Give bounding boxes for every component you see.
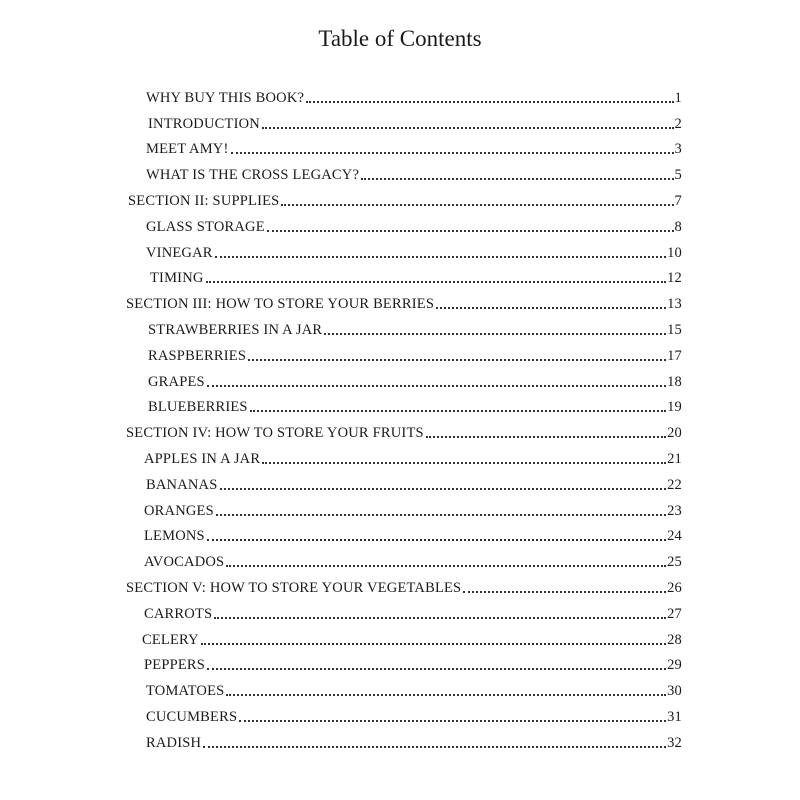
- dot-leader: [220, 488, 667, 490]
- toc-entry[interactable]: [0, 520, 682, 546]
- toc-page-number: 7: [674, 192, 682, 209]
- toc-entry-label: BANANAS: [146, 476, 218, 493]
- dot-leader: [201, 643, 666, 645]
- toc-page-number: 18: [667, 373, 682, 390]
- toc-entry[interactable]: [0, 726, 682, 752]
- toc-entry[interactable]: [0, 107, 682, 133]
- toc-entry-label: WHAT IS THE CROSS LEGACY?: [146, 167, 360, 184]
- toc-page-number: 24: [667, 528, 682, 545]
- dot-leader: [231, 152, 674, 154]
- toc-entry-label: STRAWBERRIES IN A JAR: [148, 321, 323, 338]
- toc-page-number: 22: [667, 476, 682, 493]
- toc-page-number: 23: [667, 502, 682, 519]
- dot-leader: [262, 462, 666, 464]
- toc-entry-label: CUCUMBERS: [146, 708, 238, 725]
- toc-entry-label: RADISH: [146, 734, 202, 751]
- toc-section-entry[interactable]: [0, 571, 682, 597]
- dot-leader: [426, 436, 666, 438]
- toc-entry[interactable]: [0, 365, 682, 391]
- toc-page-number: 21: [667, 450, 682, 467]
- toc-entry[interactable]: [0, 623, 682, 649]
- dot-leader: [226, 694, 666, 696]
- toc-entry-label: TIMING: [150, 270, 204, 287]
- toc-entry-label: GLASS STORAGE: [146, 218, 265, 235]
- toc-entry[interactable]: [0, 674, 682, 700]
- toc-page-number: 30: [667, 683, 682, 700]
- dot-leader: [267, 230, 674, 232]
- toc-page-number: 25: [667, 554, 682, 571]
- dot-leader: [207, 668, 666, 670]
- toc-entry-label: ORANGES: [144, 502, 214, 519]
- dot-leader: [226, 565, 666, 567]
- dot-leader: [203, 746, 666, 748]
- toc-entry-label: RASPBERRIES: [148, 347, 247, 364]
- toc-entry[interactable]: [0, 442, 682, 468]
- toc-entry[interactable]: [0, 597, 682, 623]
- toc-page-number: 28: [667, 631, 682, 648]
- dot-leader: [361, 178, 673, 180]
- toc-page-number: 27: [667, 605, 682, 622]
- toc-page-number: 31: [667, 708, 682, 725]
- dot-leader: [207, 385, 666, 387]
- toc-section-entry[interactable]: [0, 287, 682, 313]
- toc-page-number: 15: [667, 321, 682, 338]
- toc-entry-label: MEET AMY!: [146, 141, 229, 158]
- toc-entry-label: CELERY: [142, 631, 199, 648]
- dot-leader: [248, 359, 666, 361]
- toc-page-number: 20: [667, 425, 682, 442]
- toc-entry[interactable]: [0, 649, 682, 675]
- toc-entry-label: APPLES IN A JAR: [144, 450, 261, 467]
- dot-leader: [281, 204, 673, 206]
- dot-leader: [216, 514, 666, 516]
- toc-section-entry[interactable]: [0, 184, 682, 210]
- toc-entry[interactable]: [0, 391, 682, 417]
- toc-page-number: 19: [667, 399, 682, 416]
- toc-page-number: 1: [674, 89, 682, 106]
- dot-leader: [215, 256, 666, 258]
- dot-leader: [324, 333, 666, 335]
- toc-entry-label: GRAPES: [148, 373, 205, 390]
- toc-entry-label: AVOCADOS: [144, 554, 225, 571]
- dot-leader: [306, 101, 673, 103]
- toc-list: [0, 81, 800, 752]
- toc-entry-label: SECTION III: HOW TO STORE YOUR BERRIES: [126, 296, 435, 313]
- toc-entry[interactable]: [0, 700, 682, 726]
- toc-entry[interactable]: [0, 133, 682, 159]
- toc-entry[interactable]: [0, 210, 682, 236]
- toc-page-number: 13: [667, 296, 682, 313]
- dot-leader: [207, 539, 666, 541]
- dot-leader: [463, 591, 666, 593]
- dot-leader: [250, 410, 666, 412]
- dot-leader: [436, 307, 666, 309]
- toc-entry-label: TOMATOES: [146, 683, 225, 700]
- toc-page-number: 10: [667, 244, 682, 261]
- toc-page-number: 26: [667, 579, 682, 596]
- dot-leader: [214, 617, 666, 619]
- toc-entry-label: SECTION II: SUPPLIES: [128, 192, 280, 209]
- toc-page-number: 2: [674, 115, 682, 132]
- toc-entry-label: SECTION IV: HOW TO STORE YOUR FRUITS: [126, 425, 424, 442]
- toc-section-entry[interactable]: [0, 416, 682, 442]
- toc-entry-label: PEPPERS: [144, 657, 206, 674]
- page-title: Table of Contents: [318, 26, 482, 51]
- toc-entry-label: LEMONS: [144, 528, 205, 545]
- toc-page-number: 12: [667, 270, 682, 287]
- toc-entry-label: BLUEBERRIES: [148, 399, 248, 416]
- toc-page-number: 3: [674, 141, 682, 158]
- toc-entry[interactable]: [0, 81, 682, 107]
- toc-entry[interactable]: [0, 158, 682, 184]
- toc-entry[interactable]: [0, 468, 682, 494]
- toc-page-number: 17: [667, 347, 682, 364]
- dot-leader: [206, 281, 667, 283]
- toc-entry-label: WHY BUY THIS BOOK?: [146, 89, 305, 106]
- dot-leader: [239, 720, 666, 722]
- toc-page-number: 29: [667, 657, 682, 674]
- toc-entry-label: INTRODUCTION: [148, 115, 260, 132]
- toc-entry-label: VINEGAR: [146, 244, 213, 261]
- toc-entry[interactable]: [0, 545, 682, 571]
- toc-page-number: 8: [674, 218, 682, 235]
- toc-entry[interactable]: [0, 262, 682, 288]
- toc-entry[interactable]: [0, 494, 682, 520]
- toc-entry[interactable]: [0, 313, 682, 339]
- toc-entry[interactable]: [0, 339, 682, 365]
- toc-entry-label: SECTION V: HOW TO STORE YOUR VEGETABLES: [126, 579, 462, 596]
- dot-leader: [262, 127, 674, 129]
- toc-page-number: 5: [674, 167, 682, 184]
- toc-page-number: 32: [667, 734, 682, 751]
- toc-entry-label: CARROTS: [144, 605, 213, 622]
- toc-entry[interactable]: [0, 236, 682, 262]
